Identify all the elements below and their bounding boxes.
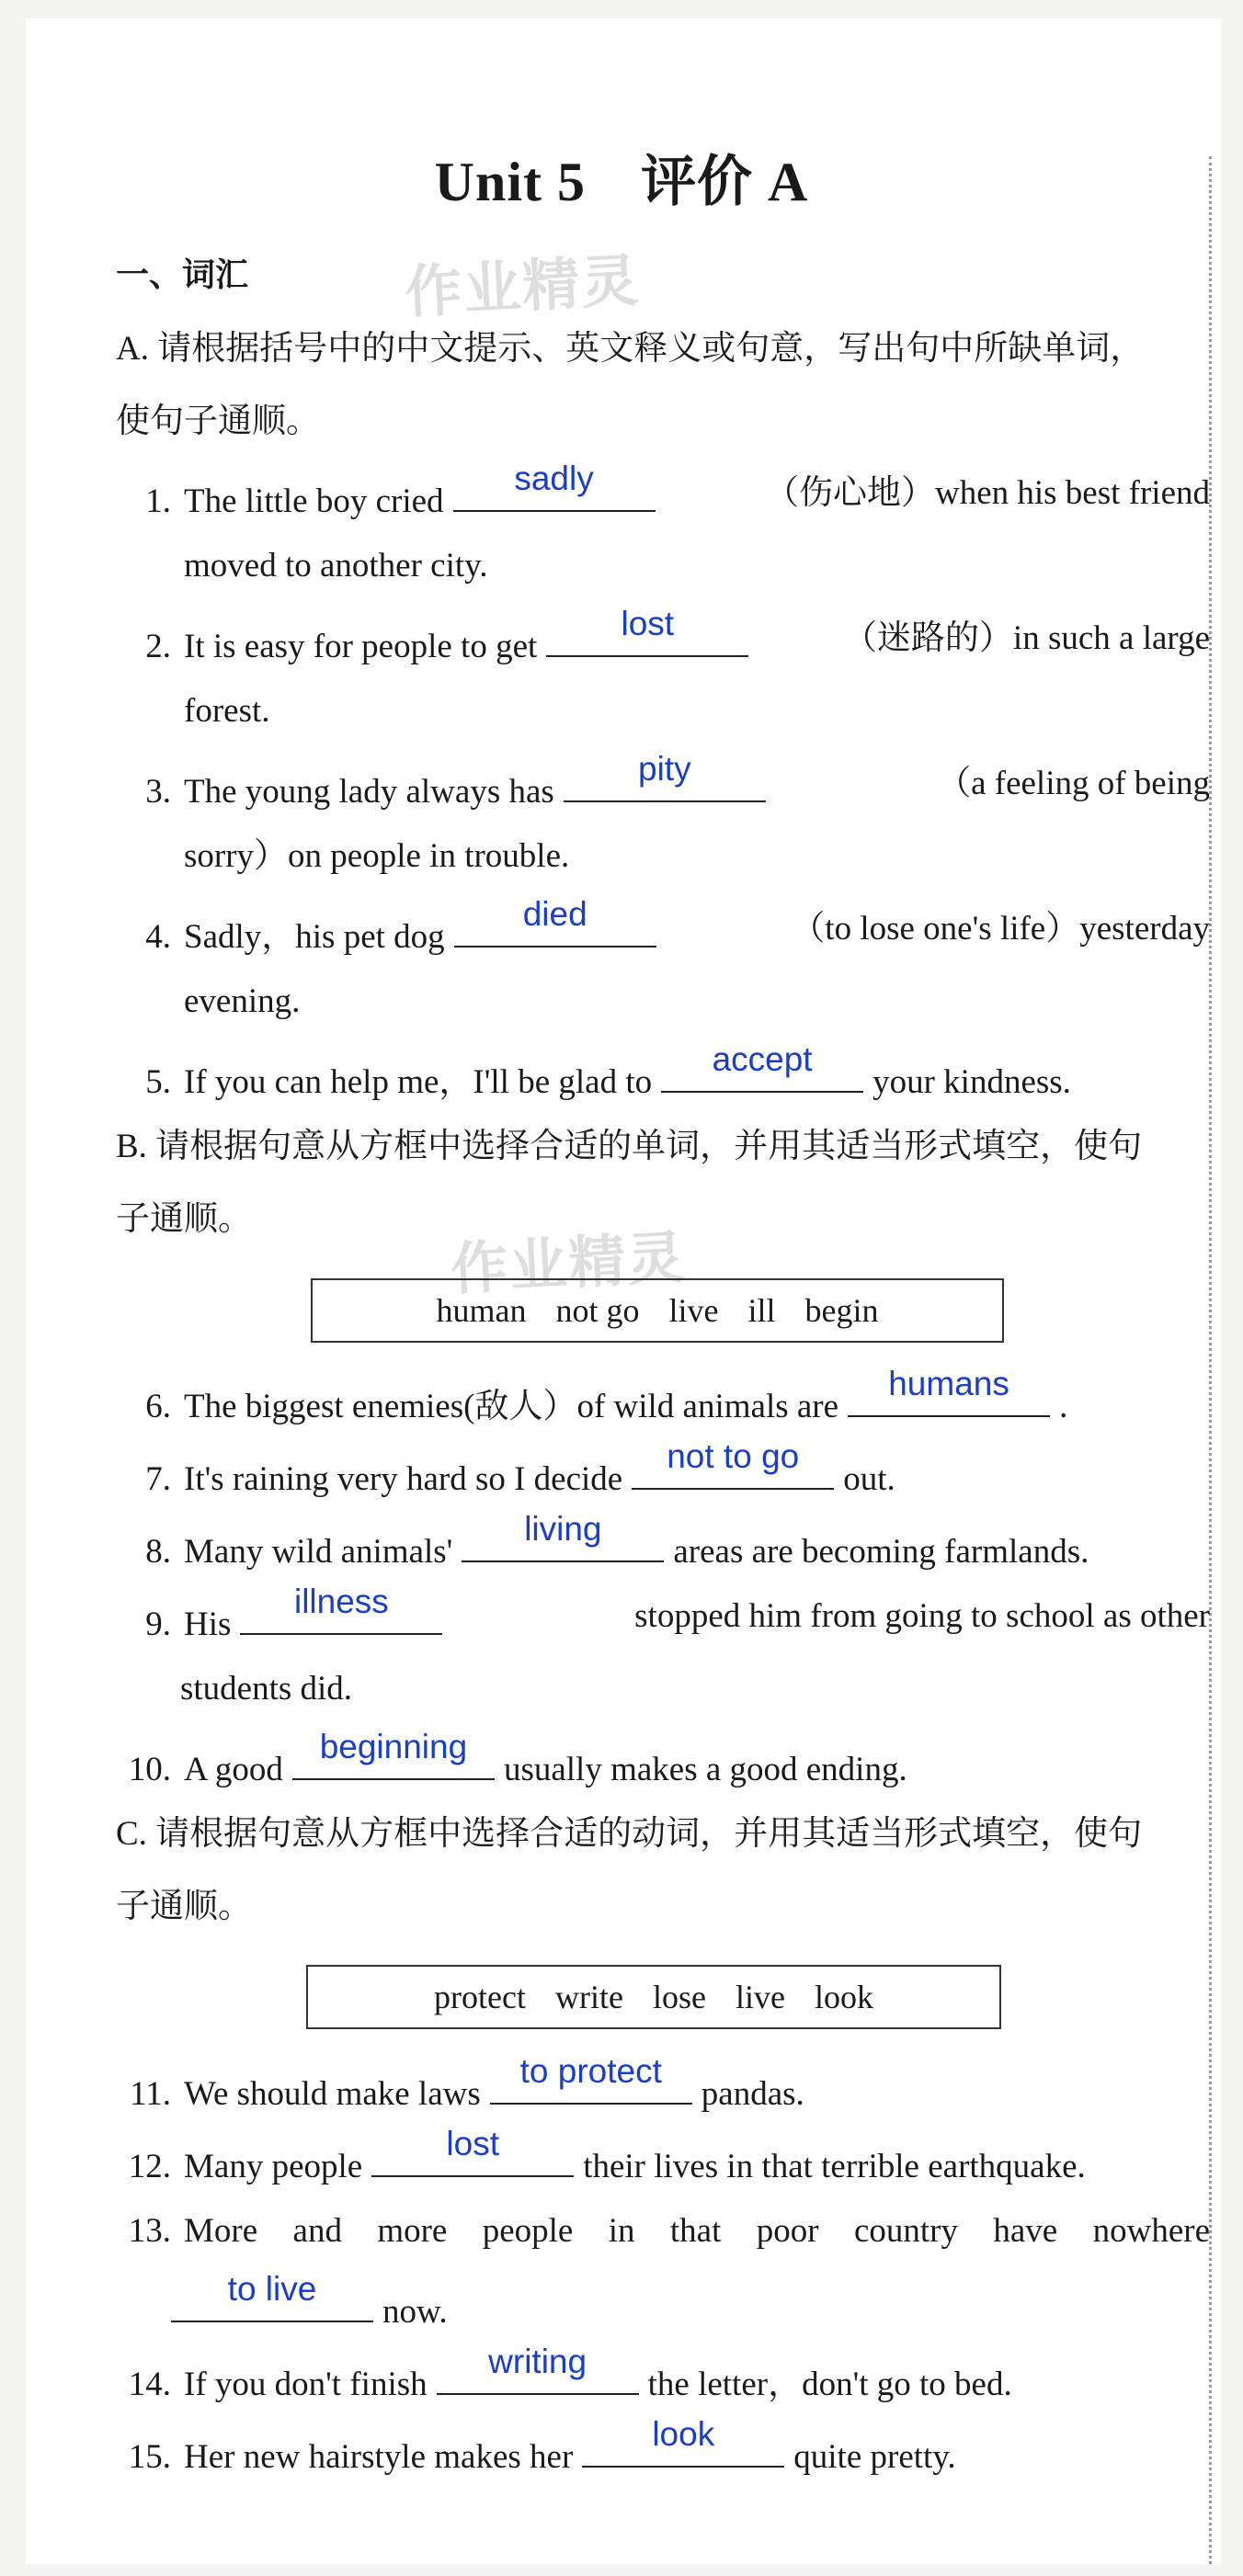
question-14: 14. If you don't finish writing the letter，don't go to bed. — [128, 2342, 1012, 2403]
word-box-c — [306, 1965, 1001, 2029]
answer-blank[interactable]: to live — [171, 2284, 373, 2322]
part-c-instruction-line1: C. 请根据句意从方框中选择合适的动词，并用其适当形式填空，使句 — [116, 1815, 1143, 1853]
question-13: 13. More and more people in that poor country have nowhere — [128, 2212, 1210, 2250]
answer-blank[interactable]: died — [454, 909, 656, 948]
word-option: write — [554, 1979, 623, 2015]
part-b-instruction-line1: B. 请根据句意从方框中选择合适的单词，并用其适当形式填空，使句 — [116, 1128, 1143, 1165]
question-9-continued: students did. — [180, 1670, 353, 1708]
answer-blank[interactable]: pity — [564, 764, 766, 802]
answer-blank[interactable]: lost — [371, 2139, 574, 2177]
question-8: 8. Many wild animals' living areas are becoming farmlands. — [145, 1509, 1089, 1571]
question-10: 10. A good beginning usually makes a good ending. — [128, 1727, 907, 1788]
question-15: 15. Her new hairstyle makes her look quite pretty. — [128, 2414, 956, 2476]
answer-blank[interactable]: living — [462, 1524, 664, 1562]
word-option: protect — [434, 1979, 526, 2015]
answer-blank[interactable]: beginning — [292, 1742, 495, 1780]
question-3-continued: sorry）on people in trouble. — [184, 837, 570, 875]
answer-blank[interactable]: writing — [437, 2356, 639, 2395]
watermark-logo-2: 作业精灵 — [449, 1223, 689, 1303]
title-sub: 评价 A — [641, 152, 809, 212]
word-option: live — [735, 1979, 785, 2015]
question-7: 7. It's raining very hard so I decide not to go out. — [145, 1436, 895, 1498]
answer-blank[interactable]: look — [582, 2429, 784, 2468]
question-6: 6. The biggest enemies(敌人）of wild animals are humans . — [145, 1364, 1068, 1425]
word-option: not go — [555, 1292, 640, 1329]
question-3: 3. The young lady always has pity （a feeling of being — [145, 749, 1210, 811]
part-c-instruction-line2: 子通顺。 — [116, 1888, 252, 1925]
question-5: 5. If you can help me，I'll be glad to accept your kindness. — [145, 1039, 1071, 1101]
question-1: 1. The little boy cried sadly （伤心地）when his best friend — [145, 459, 1210, 520]
question-2: 2. It is easy for people to get lost （迷路的）in such a large — [145, 604, 1210, 665]
question-1-continued: moved to another city. — [184, 547, 488, 584]
answer-blank[interactable]: to protect — [490, 2066, 692, 2105]
title-unit: Unit 5 — [434, 152, 586, 212]
section-heading-vocabulary: 一、词汇 — [116, 256, 249, 293]
part-a-instruction-line2: 使句子通顺。 — [116, 403, 320, 440]
answer-blank[interactable]: accept — [661, 1054, 863, 1093]
question-12: 12. Many people lost their lives in that terrible earthquake. — [128, 2124, 1086, 2185]
word-box-b — [311, 1278, 1004, 1343]
answer-blank[interactable]: humans — [848, 1379, 1050, 1417]
question-4-continued: evening. — [184, 982, 301, 1020]
question-9: 9. His illness stopped him from going to school as other — [145, 1582, 1210, 1643]
question-2-continued: forest. — [184, 692, 270, 730]
question-11: 11. We should make laws to protect pandas. — [130, 2051, 804, 2113]
watermark-logo-1: 作业精灵 — [403, 246, 643, 326]
word-option: look — [814, 1979, 873, 2015]
question-13-continued: to live now. — [171, 2284, 448, 2332]
word-option: human — [436, 1292, 527, 1329]
page-title — [0, 138, 1243, 217]
word-option: lose — [652, 1979, 706, 2015]
word-option: ill — [747, 1292, 776, 1329]
part-b-instruction-line2: 子通顺。 — [116, 1200, 252, 1238]
answer-blank[interactable]: not to go — [632, 1451, 834, 1490]
answer-blank[interactable]: lost — [546, 618, 748, 657]
word-option: live — [668, 1292, 719, 1329]
part-a-instruction-line1: A. 请根据括号中的中文提示、英文释义或句意，写出句中所缺单词， — [116, 330, 1145, 368]
answer-blank[interactable]: illness — [240, 1596, 442, 1635]
word-option: begin — [804, 1292, 879, 1329]
question-4: 4. Sadly，his pet dog died （to lose one's life）yesterday — [145, 894, 1210, 956]
answer-blank[interactable]: sadly — [453, 473, 656, 512]
